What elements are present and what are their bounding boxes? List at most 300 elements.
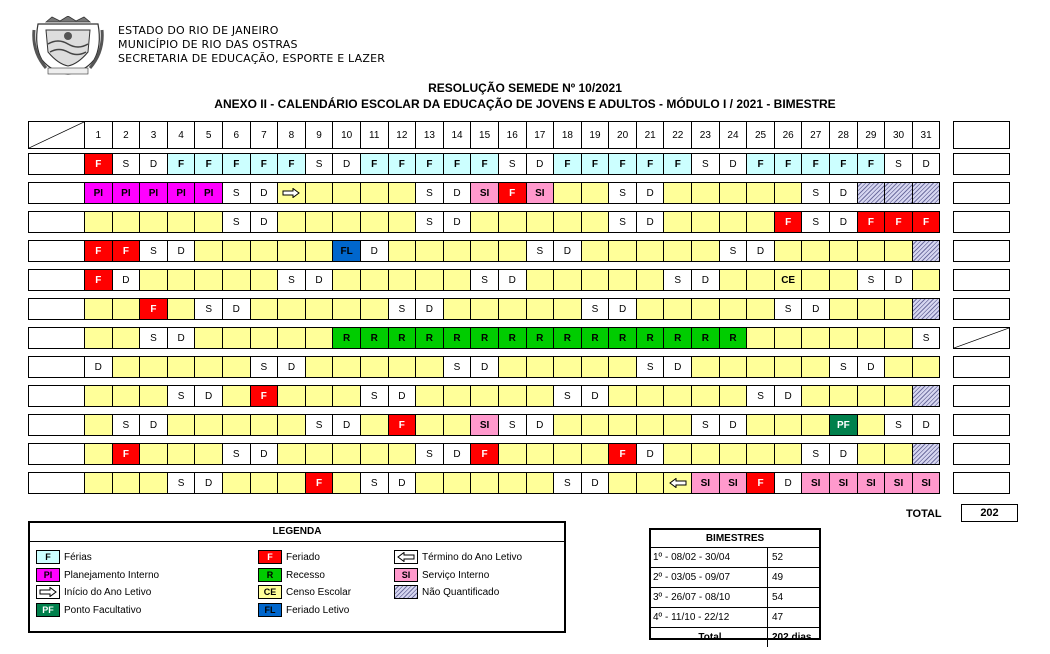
- row-gap: [939, 356, 954, 378]
- day-cell: R: [608, 327, 637, 349]
- day-cell: [691, 298, 720, 320]
- day-cell: S: [526, 240, 555, 262]
- month-name-cell: [28, 414, 85, 436]
- month-total-cell: [953, 269, 1010, 291]
- day-cell: [443, 240, 472, 262]
- day-cell: D: [829, 182, 858, 204]
- day-cell: SI: [719, 472, 748, 494]
- header-day-20: 20: [608, 121, 637, 149]
- day-cell: [746, 211, 775, 233]
- day-cell: D: [332, 153, 361, 175]
- day-cell: [746, 298, 775, 320]
- day-cell: [360, 182, 389, 204]
- day-cell: S: [884, 153, 913, 175]
- day-cell: D: [388, 385, 417, 407]
- header-gap: [939, 121, 954, 149]
- header-day-10: 10: [332, 121, 361, 149]
- day-cell: S: [222, 443, 251, 465]
- header-day-14: 14: [443, 121, 472, 149]
- day-cell: [360, 211, 389, 233]
- day-cell: [277, 385, 306, 407]
- header-day-11: 11: [360, 121, 389, 149]
- day-cell: [84, 472, 113, 494]
- legend-swatch: FL: [258, 603, 282, 617]
- day-cell: R: [663, 327, 692, 349]
- calendar-header-row: [28, 121, 1020, 149]
- day-cell: [167, 414, 196, 436]
- day-cell: [222, 240, 251, 262]
- legend-label: Serviço Interno: [422, 569, 490, 581]
- day-cell: [305, 327, 334, 349]
- day-cell: D: [581, 385, 610, 407]
- day-cell: F: [388, 414, 417, 436]
- day-cell: [415, 414, 444, 436]
- day-cell: [84, 385, 113, 407]
- day-cell: S: [443, 356, 472, 378]
- day-cell: [360, 356, 389, 378]
- bimestre-period: 4º - 11/10 - 22/12: [651, 608, 768, 627]
- day-cell: F: [746, 472, 775, 494]
- day-cell: S: [801, 443, 830, 465]
- day-cell: R: [691, 327, 720, 349]
- day-cell: F: [305, 472, 334, 494]
- header-day-8: 8: [277, 121, 306, 149]
- day-cell: [498, 443, 527, 465]
- day-cell: F: [829, 153, 858, 175]
- day-cell: F: [581, 153, 610, 175]
- day-cell: [84, 443, 113, 465]
- day-cell: [388, 211, 417, 233]
- row-gap: [939, 298, 954, 320]
- day-cell: F: [636, 153, 665, 175]
- day-cell: F: [774, 153, 803, 175]
- day-cell: [636, 298, 665, 320]
- header-day-23: 23: [691, 121, 720, 149]
- day-cell: SI: [526, 182, 555, 204]
- day-cell: [691, 182, 720, 204]
- day-cell: S: [415, 443, 444, 465]
- document-title: RESOLUÇÃO SEMEDE Nº 10/2021: [428, 81, 622, 95]
- day-cell: [139, 211, 168, 233]
- day-cell: F: [857, 211, 886, 233]
- bimestre-row: [651, 608, 819, 628]
- day-cell: R: [470, 327, 499, 349]
- month-total-cell: [953, 443, 1010, 465]
- header-day-16: 16: [498, 121, 527, 149]
- header-total-cell: [953, 121, 1010, 149]
- day-cell: [305, 211, 334, 233]
- day-cell: [663, 443, 692, 465]
- day-cell: S: [167, 472, 196, 494]
- day-cell: F: [222, 153, 251, 175]
- day-cell: [719, 298, 748, 320]
- day-cell: [112, 472, 141, 494]
- month-name-cell: [28, 443, 85, 465]
- day-cell: S: [553, 385, 582, 407]
- day-cell: D: [746, 240, 775, 262]
- day-cell: [746, 327, 775, 349]
- day-cell: D: [912, 414, 941, 436]
- day-cell: [277, 327, 306, 349]
- day-cell: [581, 356, 610, 378]
- day-cell: [277, 211, 306, 233]
- day-cell: [84, 211, 113, 233]
- day-cell: [801, 327, 830, 349]
- day-cell: S: [746, 385, 775, 407]
- legend-label: Planejamento Interno: [64, 569, 160, 581]
- day-cell: [553, 298, 582, 320]
- day-cell: F: [857, 153, 886, 175]
- month-total-cell: [953, 298, 1010, 320]
- day-cell: [332, 356, 361, 378]
- day-cell: [305, 385, 334, 407]
- day-cell: [498, 356, 527, 378]
- legend-swatch: F: [36, 550, 60, 564]
- day-cell: D: [553, 240, 582, 262]
- day-cell: D: [912, 153, 941, 175]
- day-cell: D: [857, 356, 886, 378]
- day-cell: [194, 240, 223, 262]
- calendar-row: [28, 414, 1020, 436]
- header-line-municipality: MUNICÍPIO DE RIO DAS OSTRAS: [118, 38, 298, 51]
- legend-item: [36, 550, 92, 564]
- day-cell: [801, 269, 830, 291]
- day-cell: [636, 385, 665, 407]
- day-cell: [194, 414, 223, 436]
- day-cell: R: [443, 327, 472, 349]
- header-day-26: 26: [774, 121, 803, 149]
- day-cell: S: [801, 211, 830, 233]
- row-gap: [939, 414, 954, 436]
- legend-label: Término do Ano Letivo: [422, 551, 523, 563]
- legend-swatch: F: [258, 550, 282, 564]
- day-cell: D: [112, 269, 141, 291]
- day-cell: [746, 269, 775, 291]
- legend-swatch: PI: [36, 568, 60, 582]
- day-cell: [250, 269, 279, 291]
- day-cell: S: [112, 414, 141, 436]
- legend-item: [258, 585, 351, 599]
- legend-item: [36, 603, 141, 617]
- legend-label: Feriado Letivo: [286, 604, 350, 616]
- day-cell: F: [498, 182, 527, 204]
- header-day-31: 31: [912, 121, 941, 149]
- day-cell: R: [636, 327, 665, 349]
- legend-item: [36, 568, 159, 582]
- day-cell: [884, 298, 913, 320]
- day-cell: D: [581, 472, 610, 494]
- day-cell: [912, 182, 941, 204]
- day-cell: S: [415, 211, 444, 233]
- row-gap: [939, 385, 954, 407]
- day-cell: S: [194, 298, 223, 320]
- day-cell: [746, 182, 775, 204]
- day-cell: S: [884, 414, 913, 436]
- month-name-cell: [28, 240, 85, 262]
- day-cell: [912, 269, 941, 291]
- header-day-19: 19: [581, 121, 610, 149]
- day-cell: D: [277, 356, 306, 378]
- day-cell: [360, 298, 389, 320]
- legend-label: Recesso: [286, 569, 325, 581]
- day-cell: [829, 269, 858, 291]
- end-arrow-icon: [394, 550, 418, 564]
- day-cell: [581, 269, 610, 291]
- legend-swatch: SI: [394, 568, 418, 582]
- day-cell: [332, 211, 361, 233]
- bimestre-days: 54: [772, 592, 784, 603]
- row-gap: [939, 327, 954, 349]
- day-cell: R: [388, 327, 417, 349]
- day-cell: [829, 298, 858, 320]
- day-cell: [305, 298, 334, 320]
- day-cell: S: [498, 153, 527, 175]
- legend-label: Férias: [64, 551, 92, 563]
- day-cell: D: [774, 385, 803, 407]
- day-cell: F: [470, 443, 499, 465]
- day-cell: D: [139, 153, 168, 175]
- day-cell: [112, 298, 141, 320]
- day-cell: [801, 385, 830, 407]
- bimestre-period: 2º - 03/05 - 09/07: [651, 568, 768, 587]
- day-cell: [415, 240, 444, 262]
- day-cell: PI: [84, 182, 113, 204]
- end-school-year-arrow-icon: [663, 472, 692, 494]
- day-cell: [360, 414, 389, 436]
- header-day-5: 5: [194, 121, 223, 149]
- day-cell: F: [194, 153, 223, 175]
- day-cell: [608, 269, 637, 291]
- day-cell: F: [415, 153, 444, 175]
- calendar-row: [28, 269, 1020, 291]
- day-cell: SI: [829, 472, 858, 494]
- day-cell: [857, 240, 886, 262]
- day-cell: [608, 385, 637, 407]
- day-cell: [801, 414, 830, 436]
- day-cell: [388, 443, 417, 465]
- calendar-row: [28, 356, 1020, 378]
- day-cell: [884, 385, 913, 407]
- day-cell: SI: [801, 472, 830, 494]
- day-cell: [112, 385, 141, 407]
- day-cell: F: [608, 153, 637, 175]
- day-cell: [250, 472, 279, 494]
- day-cell: [443, 385, 472, 407]
- legend-item: [36, 585, 151, 599]
- day-cell: SI: [912, 472, 941, 494]
- day-cell: S: [222, 182, 251, 204]
- day-cell: S: [415, 182, 444, 204]
- day-cell: S: [470, 269, 499, 291]
- legend-item: [394, 585, 499, 599]
- day-cell: [691, 240, 720, 262]
- day-cell: [663, 240, 692, 262]
- day-cell: F: [167, 153, 196, 175]
- day-cell: [636, 472, 665, 494]
- day-cell: S: [498, 414, 527, 436]
- day-cell: [139, 385, 168, 407]
- day-cell: [415, 472, 444, 494]
- day-cell: [912, 356, 941, 378]
- month-total-cell: [953, 385, 1010, 407]
- day-cell: [388, 182, 417, 204]
- month-name-cell: [28, 182, 85, 204]
- day-cell: [167, 211, 196, 233]
- day-cell: [526, 211, 555, 233]
- day-cell: D: [194, 472, 223, 494]
- day-cell: [801, 356, 830, 378]
- day-cell: S: [112, 153, 141, 175]
- day-cell: [112, 327, 141, 349]
- day-cell: [912, 240, 941, 262]
- day-cell: D: [774, 472, 803, 494]
- day-cell: [277, 298, 306, 320]
- day-cell: [553, 443, 582, 465]
- day-cell: CE: [774, 269, 803, 291]
- day-cell: D: [388, 472, 417, 494]
- day-cell: [608, 356, 637, 378]
- day-cell: S: [553, 472, 582, 494]
- month-name-cell: [28, 211, 85, 233]
- day-cell: [581, 240, 610, 262]
- day-cell: [194, 211, 223, 233]
- day-cell: SI: [470, 182, 499, 204]
- day-cell: [222, 327, 251, 349]
- day-cell: [691, 385, 720, 407]
- day-cell: [857, 385, 886, 407]
- legend-label: Não Quantificado: [422, 586, 500, 598]
- day-cell: [222, 269, 251, 291]
- grand-total-label: TOTAL: [906, 508, 942, 520]
- day-cell: [719, 211, 748, 233]
- legend-panel: [28, 521, 566, 633]
- header-day-24: 24: [719, 121, 748, 149]
- header-line-state: ESTADO DO RIO DE JANEIRO: [118, 24, 279, 37]
- day-cell: F: [912, 211, 941, 233]
- day-cell: [636, 240, 665, 262]
- day-cell: D: [360, 240, 389, 262]
- legend-title: LEGENDA: [30, 523, 564, 542]
- day-cell: D: [167, 240, 196, 262]
- calendar-row: [28, 240, 1020, 262]
- day-cell: D: [719, 153, 748, 175]
- day-cell: [553, 182, 582, 204]
- day-cell: D: [250, 211, 279, 233]
- legend-label: Início do Ano Letivo: [64, 586, 152, 598]
- day-cell: [608, 414, 637, 436]
- day-cell: D: [636, 182, 665, 204]
- day-cell: [526, 443, 555, 465]
- bimestre-days: 52: [772, 552, 784, 563]
- day-cell: D: [636, 211, 665, 233]
- day-cell: [305, 182, 334, 204]
- day-cell: [553, 269, 582, 291]
- day-cell: [884, 327, 913, 349]
- day-cell: F: [608, 443, 637, 465]
- day-cell: F: [84, 269, 113, 291]
- day-cell: [194, 443, 223, 465]
- day-cell: S: [139, 327, 168, 349]
- legend-item: [394, 568, 489, 582]
- day-cell: [857, 298, 886, 320]
- row-gap: [939, 240, 954, 262]
- row-gap: [939, 443, 954, 465]
- day-cell: [774, 414, 803, 436]
- row-gap: [939, 269, 954, 291]
- header-day-9: 9: [305, 121, 334, 149]
- day-cell: F: [663, 153, 692, 175]
- day-cell: [663, 211, 692, 233]
- day-cell: [719, 182, 748, 204]
- header-day-2: 2: [112, 121, 141, 149]
- day-cell: [139, 356, 168, 378]
- day-cell: D: [250, 182, 279, 204]
- day-cell: D: [443, 182, 472, 204]
- day-cell: R: [581, 327, 610, 349]
- day-cell: [801, 240, 830, 262]
- header-day-17: 17: [526, 121, 555, 149]
- day-cell: R: [553, 327, 582, 349]
- header-day-29: 29: [857, 121, 886, 149]
- legend-item: [394, 550, 522, 564]
- header-text: [118, 24, 385, 66]
- day-cell: D: [443, 211, 472, 233]
- header-day-28: 28: [829, 121, 858, 149]
- bimestre-row: [651, 568, 819, 588]
- day-cell: [912, 298, 941, 320]
- day-cell: [829, 385, 858, 407]
- day-cell: S: [774, 298, 803, 320]
- day-cell: [222, 414, 251, 436]
- day-cell: [139, 443, 168, 465]
- legend-item: [258, 568, 325, 582]
- day-cell: [663, 298, 692, 320]
- day-cell: [443, 414, 472, 436]
- day-cell: S: [691, 153, 720, 175]
- day-cell: R: [415, 327, 444, 349]
- day-cell: [139, 269, 168, 291]
- day-cell: [498, 472, 527, 494]
- legend-label: Feriado: [286, 551, 320, 563]
- day-cell: [360, 443, 389, 465]
- legend-label: Ponto Facultativo: [64, 604, 142, 616]
- header-day-15: 15: [470, 121, 499, 149]
- day-cell: D: [526, 414, 555, 436]
- day-cell: [305, 443, 334, 465]
- month-total-cell: [953, 153, 1010, 175]
- legend-item: [258, 603, 349, 617]
- day-cell: [167, 356, 196, 378]
- day-cell: D: [222, 298, 251, 320]
- day-cell: F: [553, 153, 582, 175]
- day-cell: [526, 472, 555, 494]
- day-cell: F: [277, 153, 306, 175]
- day-cell: PF: [829, 414, 858, 436]
- header-line-secretariat: SECRETARIA DE EDUCAÇÃO, ESPORTE E LAZER: [118, 52, 386, 65]
- day-cell: [84, 327, 113, 349]
- month-name-cell: [28, 153, 85, 175]
- day-cell: D: [194, 385, 223, 407]
- day-cell: F: [388, 153, 417, 175]
- day-cell: [774, 327, 803, 349]
- month-total-cell: [953, 182, 1010, 204]
- day-cell: [719, 385, 748, 407]
- day-cell: [332, 443, 361, 465]
- day-cell: F: [250, 385, 279, 407]
- day-cell: [194, 356, 223, 378]
- day-cell: [167, 298, 196, 320]
- month-name-cell: [28, 298, 85, 320]
